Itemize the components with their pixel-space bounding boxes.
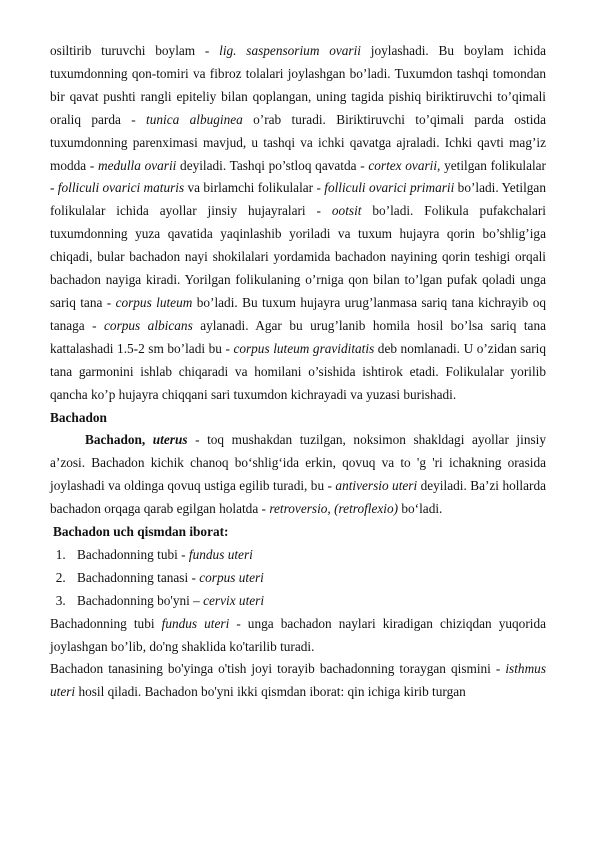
list-item <box>69 544 546 567</box>
latin-term: fundus uteri <box>188 546 253 562</box>
latin-term: isthmus uteri <box>50 661 546 700</box>
latin-term: antiversio uteri <box>335 478 418 494</box>
paragraph-uterus <box>50 429 546 521</box>
text-run: osiltirib turuvchi boylam - <box>50 43 220 58</box>
latin-term: tunica albuginea <box>146 111 243 127</box>
latin-term: corpus luteum <box>115 294 193 310</box>
paragraph-isthmus <box>50 658 546 704</box>
latin-term: retroversio, (retroflexio) <box>269 501 399 517</box>
list-item <box>69 567 546 590</box>
latin-term: folliculi ovarici maturis <box>57 180 185 196</box>
paragraph-fundus <box>50 613 546 659</box>
latin-term: uterus <box>152 432 188 448</box>
latin-term: cortex ovarii, <box>368 157 441 173</box>
latin-term: ootsit <box>331 203 362 219</box>
latin-term: fundus uteri - <box>161 615 241 631</box>
paragraph-ovary <box>50 40 546 407</box>
list-item-text: Bachadonning tanasi - <box>77 569 200 585</box>
text-run: aylanadi. Agar bu urug’lanib homila hosil bo’lsa sariq tana kattalashadi 1.5-2 sm bo’ladi bu - <box>50 317 546 356</box>
text-run: hosil qiladi. Bachadon bo'yni ikki qismdan iborat: qin ichiga kirib turgan <box>75 684 466 700</box>
latin-term: corpus albicans <box>104 317 193 333</box>
text-run: bo‘ladi. <box>398 501 443 517</box>
text-run: yetilgan folikulalar - <box>50 157 546 196</box>
latin-term: medulla ovarii <box>98 157 177 173</box>
section-heading: Bachadon <box>50 409 107 425</box>
text-run: bo’ladi. Folikula pufakchalari tuxumdonning yuza qavatida yaqinlashib yoriladi va tuxum hujayra qorin bo’shlig’iga chiqadi, bular bachadon nayi shokilalari yordamida bachadon nayining qorin teshigi orqali bachadon nayiga kiradi. Yorilgan folikulaning o’rniga qon bilan to’lgan pufak qoladi unga sariq tana - <box>50 203 546 310</box>
text-run: Bachadon tanasining bo'yinga o'tish joyi torayib bachadonning toraygan qismini - <box>50 661 506 677</box>
text-run: unga bachadon naylari kiradigan chiziqdan yuqorida joylashgan bo’lib, do'ng shaklida ko'tarilib turadi. <box>50 615 546 654</box>
latin-term: folliculi ovarici primarii <box>324 180 455 196</box>
term-bold: Bachadon, <box>85 432 153 448</box>
text-run: o’rab turadi. Biriktiruvchi to’qimali parda ostida tuxumdonning parenximasi mavjud, u tashqi va ichki qavatga ajraladi. Ichki qavti mag’iz modda - <box>50 111 546 173</box>
text-run: deyiladi. Tashqi po’stloq qavatda - <box>176 157 369 173</box>
list-item-text: Bachadonning bo'yni – <box>77 592 204 608</box>
latin-term: corpus uteri <box>199 569 264 585</box>
text-run: va birlamchi folikulalar - <box>184 180 325 196</box>
text-run: deb nomlanadi. U o’zidan sariq tana garmonini ishlab chiqaradi va homilani o’sishida ishtirok etadi. Folikulalar yorilib qancha ko’p hujayra chiqqani sari tuxumdon kichrayadi va yuzasi burishadi. <box>50 340 546 402</box>
list-item-text: Bachadonning tubi - <box>77 546 189 562</box>
text-run: Bachadonning tubi <box>50 615 162 631</box>
latin-term: lig. saspensorium ovarii <box>219 43 361 58</box>
latin-term: cervix uteri <box>203 592 265 608</box>
subsection-heading: Bachadon uch qismdan iborat: <box>53 524 229 540</box>
text-run: bo’ladi. Yetilgan folikulalar ichida ayollar jinsiy hujayralari - <box>50 180 546 219</box>
text-run: joylashadi. Bu boylam ichida tuxumdonning qon-tomiri va fibroz tolalari joylashgan bo’ladi. Tuxumdon tashqi tomondan bir qavat pushti rangli epiteliy bilan qoplangan, uning tagida pishiq biriktiruvchi to’qimali oraliq parda - <box>50 43 546 127</box>
latin-term: corpus luteum graviditatis <box>233 340 375 356</box>
text-run: deyiladi. Ba’zi hollarda bachadon orqaga qarab egilgan holatda - <box>50 478 547 517</box>
text-run: bo’ladi. Bu tuxum hujayra urug’lanmasa sariq tana kichrayib oq tanaga - <box>50 294 546 333</box>
parts-list <box>50 544 546 613</box>
list-item <box>69 590 546 613</box>
text-run: - toq mushakdan tuzilgan, noksimon shakldagi ayollar jinsiy a’zosi. Bachadon kichik chanoq bo‘shlig‘ida erkin, qovuq va to 'g 'ri ichakning orasida joylashadi va oldinga qovuq ustiga egilib turadi, bu - <box>50 432 546 494</box>
